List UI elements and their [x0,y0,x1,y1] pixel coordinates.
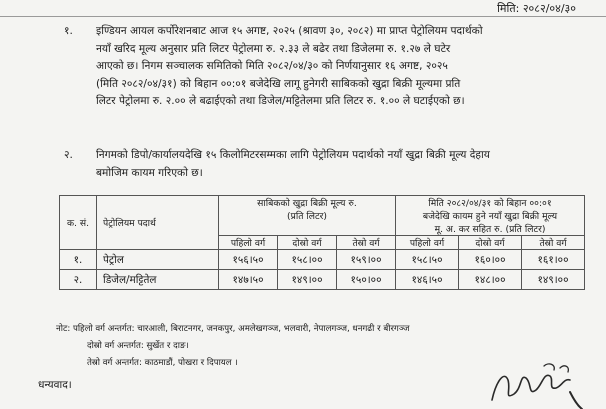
column-header-product: पेट्रोलियम पदार्थ [97,196,219,250]
paragraph-line: नयाँ खरिद मूल्य अनुसार प्रति लिटर पेट्रोलमा रु. २.३३ ले बढेर तथा डिजेलमा रु. १.२७ ले घटेर [96,42,451,55]
cell-old-price: १५९।०० [337,250,396,270]
paragraph-line: लिटर पेट्रोलमा रु. २.०० ले बढाईएको तथा डिजेल/मट्टितेलमा प्रति लिटर रु. १.०० ले घटाईएको छ। [96,95,465,107]
price-table [59,195,585,290]
cell-new-price: १५८।५० [396,250,459,270]
signature-image [474,360,584,409]
cell-serial: १. [60,250,97,270]
grade-header: दोस्रो वर्ग [459,236,522,250]
table-row-petrol [60,250,585,270]
cell-new-price: १६१।०० [522,250,585,270]
cell-serial: २. [60,270,97,290]
new-price-vat-note: मू. अ. कर सहित रु. (प्रति लिटर) [396,222,585,236]
cell-new-price: १४९।०० [522,270,585,290]
paragraph-line: बमोजिम कायम गरिएको छ। [96,166,203,179]
table-row-diesel-kerosene [60,270,585,290]
header-divider [0,16,606,17]
column-header-serial: क. सं. [60,196,97,250]
paragraph-line: आएको छ। निगम सञ्चालक समितिको मिति २०८२/०४/३० को निर्णयानुसार १६ अगष्ट, २०२५ [96,60,448,72]
cell-new-price: १४६।५० [396,270,459,290]
grade-header: पहिलो वर्ग [219,236,278,250]
cell-old-price: १४७।५० [219,270,278,290]
cell-old-price: १४९।०० [278,270,337,290]
note-line-first-grade: नोट: पहिलो वर्ग अन्तर्गत: चारआली, बिराटनगर, जनकपुर, अमलेखगञ्ज, भलवारी, नेपालगञ्ज, धनगढी र बीरगञ्ज [56,324,410,334]
cell-old-price: १५०।०० [337,270,396,290]
paragraph-price-revision [64,23,576,111]
paragraph-new-prices [64,147,576,182]
note-line-second-grade: दोस्रो वर्ग अन्तर्गत: सुर्खेत र दाङ। [87,341,189,351]
new-price-header: मिति २०८२/०४/३१ को बिहान ००:०१ [396,196,585,210]
closing-thanks: धन्यवाद। [38,379,72,391]
cell-new-price: १६०।०० [459,250,522,270]
cell-product: पेट्रोल [97,250,219,270]
grade-header: तेस्रो वर्ग [522,236,585,250]
grade-header: तेस्रो वर्ग [337,236,396,250]
paragraph-line: (मिति २०८२/०४/३१) को बिहान ००:०१ बजेदेखि लागू हुनेगरी साबिकको खुद्रा बिक्री मूल्यमा प्रति [96,77,461,90]
cell-old-price: १५६।५० [219,250,278,270]
grade-header: पहिलो वर्ग [396,236,459,250]
cell-old-price: १५८।०० [278,250,337,270]
old-price-subheader: (प्रति लिटर) [219,209,396,236]
paragraph-line: इण्डियन आयल कर्पोरेशनबाट आज १५ अगष्ट, २०२५ (श्रावण ३०, २०८२) मा प्राप्त पेट्रोलियम पदार्थको [96,25,483,37]
old-price-header: साबिकको खुद्रा बिक्री मूल्य रु. [219,196,396,210]
note-line-third-grade: तेस्रो वर्ग अन्तर्गत: काठमाडौं, पोखरा र दिपायल । [87,358,238,368]
new-price-subheader: बजेदेखि कायम हुने नयाँ खुद्रा बिक्री मूल्य [396,209,585,222]
paragraph-line: निगमको डिपो/कार्यालयदेखि १५ किलोमिटरसम्मका लागि पेट्रोलियम पदार्थको नयाँ खुद्रा बिक्री मूल्य देहाय [96,149,490,161]
cell-new-price: १४८।०० [459,270,522,290]
grade-header: दोस्रो वर्ग [278,236,337,250]
notes-section [56,321,410,372]
paragraph-number: १. [64,25,73,37]
paragraph-number: २. [64,149,73,161]
cell-product: डिजेल/मट्टितेल [97,270,219,290]
table-header-row [60,196,585,210]
notice-date: मिति: २०८२/०४/३० [497,2,576,15]
